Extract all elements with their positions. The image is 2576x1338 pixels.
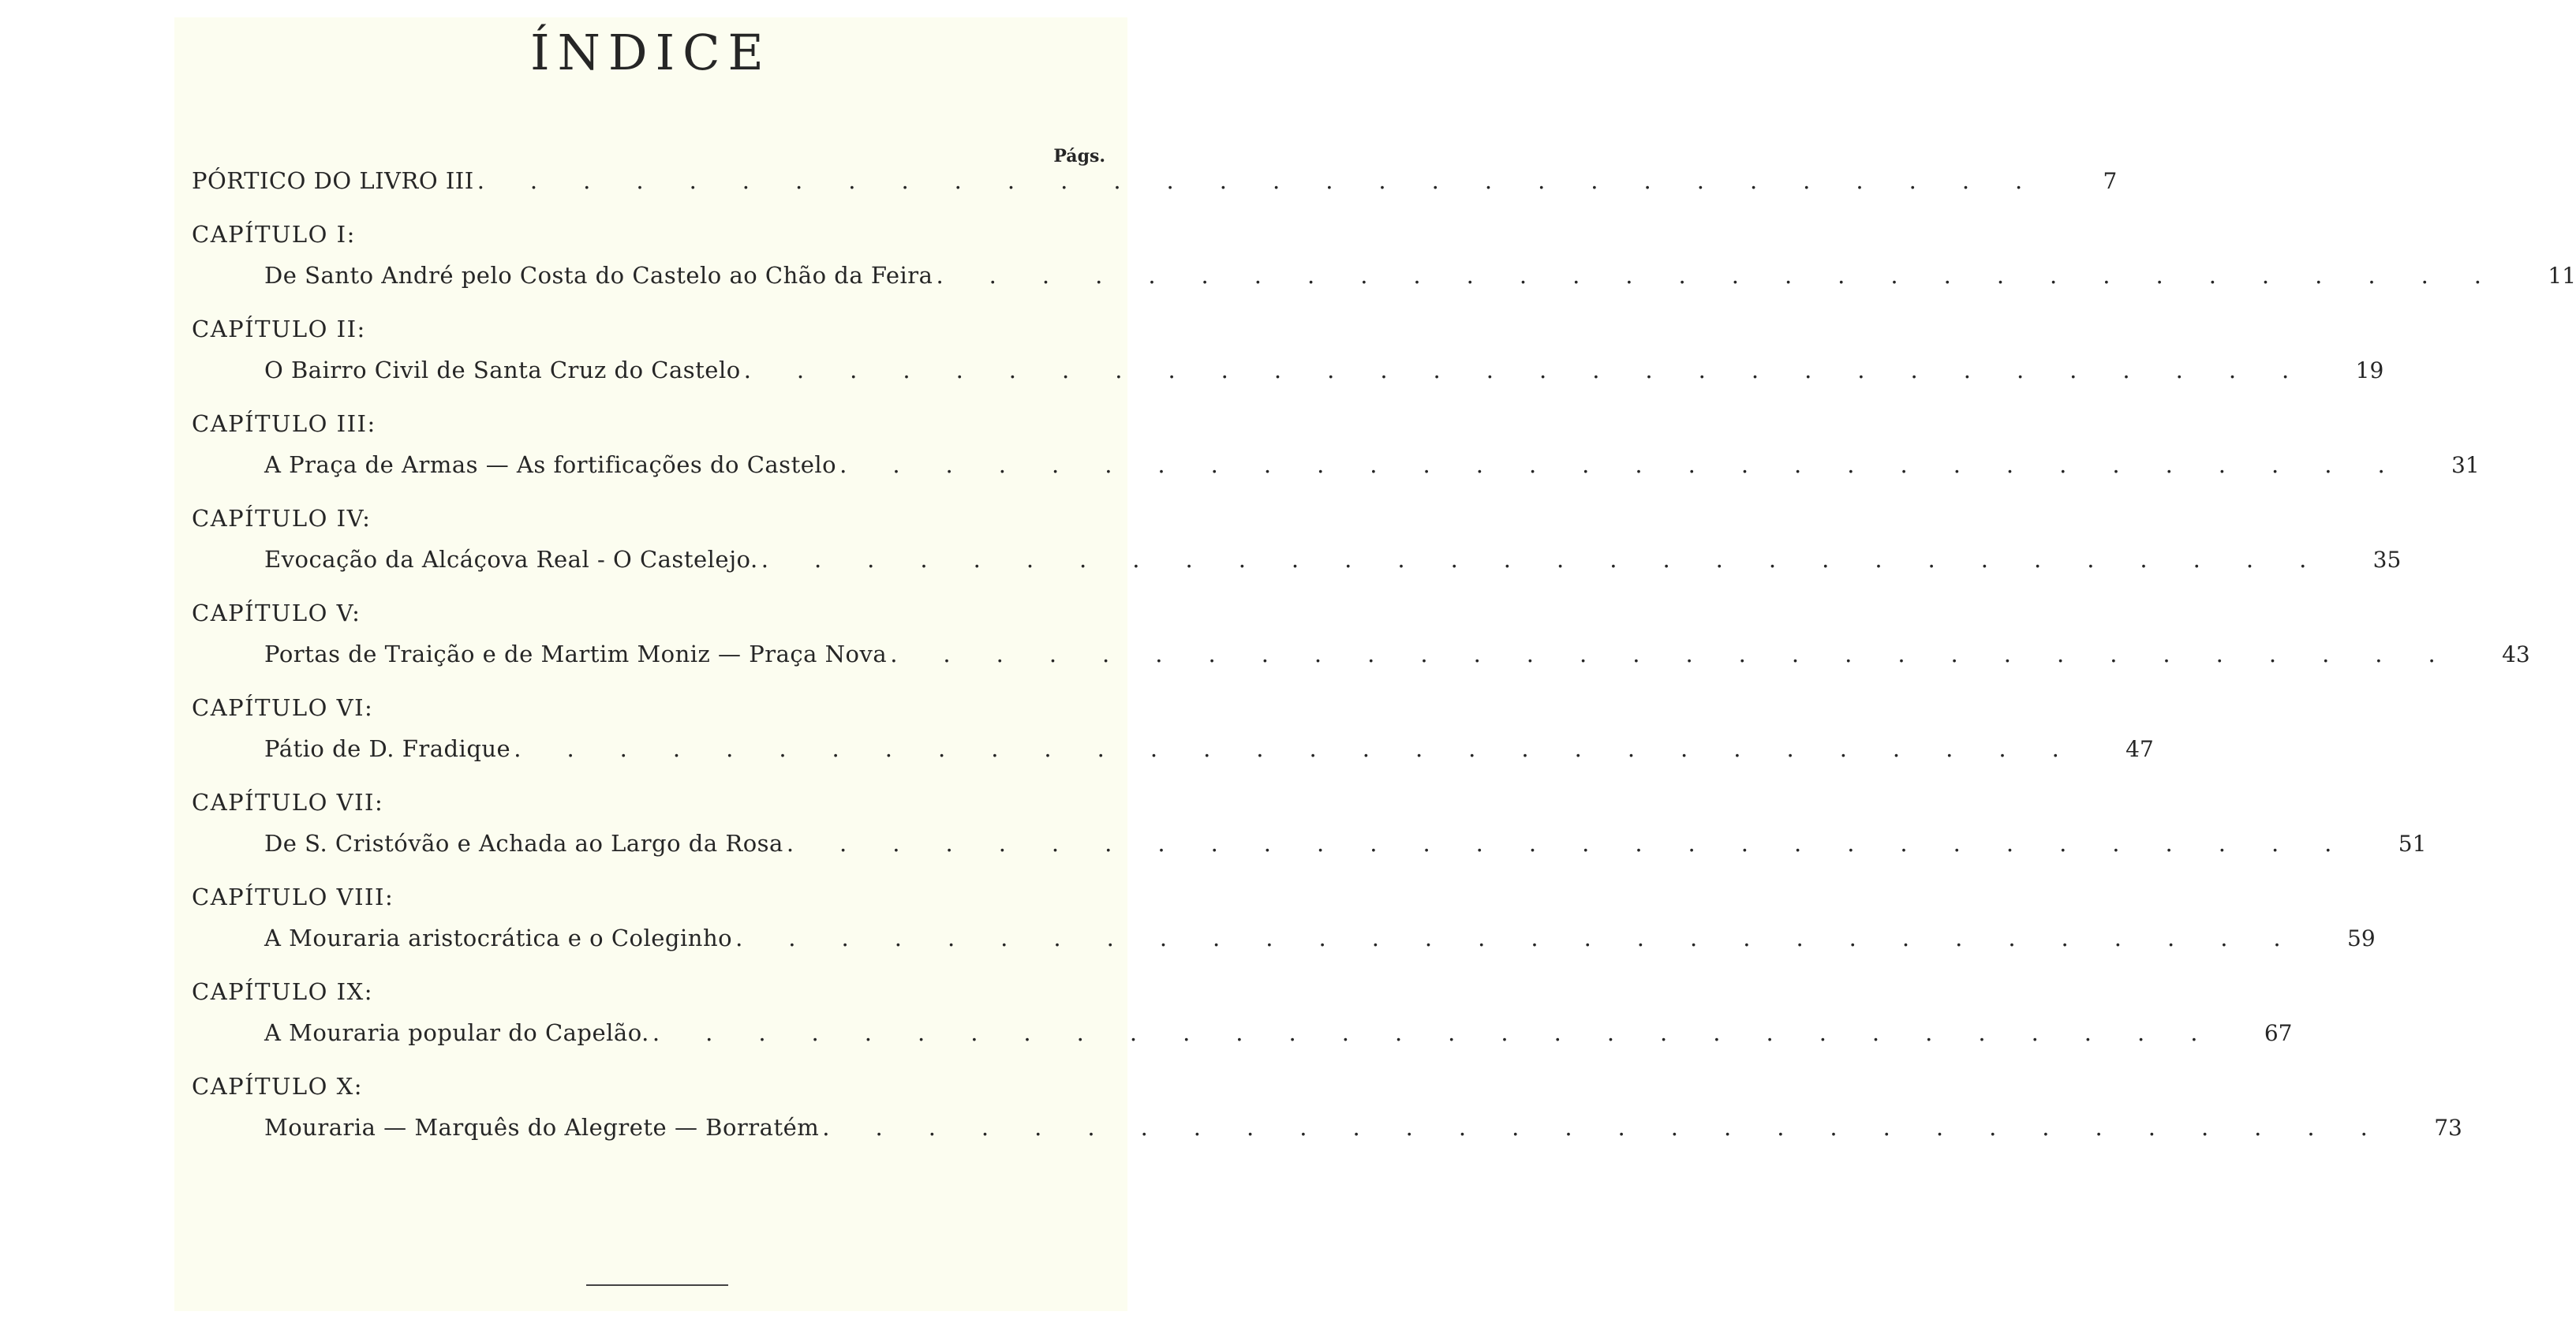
toc-entry-title: De S. Cristóvão e Achada ao Largo da Rosa bbox=[264, 830, 783, 857]
toc-entry-row bbox=[264, 546, 2402, 577]
leader-dots: . . . . . . . . . . . . . . . . . . . . . . . . . . . . . . bbox=[936, 262, 2528, 289]
toc-page-number: 31 bbox=[2451, 452, 2480, 478]
pages-column-header: Págs. bbox=[1053, 146, 1105, 166]
leader-dots: . . . . . . . . . . . . . . . . . . . . . . . . . . . . . . bbox=[839, 451, 2431, 478]
toc-entry-title: A Mouraria aristocrática e o Coleginho bbox=[264, 925, 733, 951]
chapter-heading: CAPÍTULO VI: bbox=[192, 694, 374, 721]
leader-dots: . . . . . . . . . . . . . . . . . . . . . . . . . . . . . . bbox=[890, 641, 2481, 667]
toc-prologue-label: PÓRTICO DO LIVRO III bbox=[192, 167, 474, 194]
toc-entry-title: Evocação da Alcáçova Real - O Castelejo. bbox=[264, 546, 758, 573]
toc-entry-title: A Mouraria popular do Capelão. bbox=[264, 1019, 649, 1046]
toc-entry-title: A Praça de Armas — As fortificações do Castelo bbox=[264, 451, 837, 478]
toc-page-number: 19 bbox=[2355, 357, 2384, 383]
leader-dots: . . . . . . . . . . . . . . . . . . . . . . . . . . . . . . bbox=[822, 1114, 2413, 1141]
leader-dots: . . . . . . . . . . . . . . . . . . . . . . . . . . . . . . bbox=[743, 357, 2335, 383]
chapter-heading: CAPÍTULO III: bbox=[192, 410, 376, 437]
toc-page-number: 43 bbox=[2502, 641, 2530, 667]
toc-entry-row bbox=[264, 357, 2384, 388]
toc-page-number: 7 bbox=[2103, 168, 2118, 194]
toc-entry-title: Portas de Traição e de Martim Moniz — Praça Nova bbox=[264, 641, 888, 667]
toc-entry-row bbox=[264, 451, 2480, 483]
toc-entry-row bbox=[264, 1019, 2293, 1051]
toc-entry-row bbox=[264, 641, 2530, 672]
toc-entry-row bbox=[264, 735, 2154, 767]
toc-entry-row bbox=[264, 925, 2376, 956]
closing-rule bbox=[586, 1284, 728, 1286]
toc-prologue-row bbox=[192, 167, 2118, 199]
toc-page-number: 11 bbox=[2548, 263, 2576, 289]
leader-dots: . . . . . . . . . . . . . . . . . . . . . . . . . . . . . . bbox=[652, 1019, 2244, 1046]
chapter-heading: CAPÍTULO VIII: bbox=[192, 884, 394, 910]
toc-entry-row bbox=[264, 262, 2576, 293]
toc-page-number: 35 bbox=[2372, 547, 2402, 573]
chapter-heading: CAPÍTULO VII: bbox=[192, 789, 384, 816]
toc-entry-title: De Santo André pelo Costa do Castelo ao Chão da Feira bbox=[264, 262, 933, 289]
chapter-heading: CAPÍTULO I: bbox=[192, 221, 356, 248]
leader-dots: . . . . . . . . . . . . . . . . . . . . . . . . . . . . . . bbox=[735, 925, 2327, 951]
chapter-heading: CAPÍTULO II: bbox=[192, 316, 366, 342]
toc-entry-row bbox=[264, 830, 2427, 861]
chapter-heading: CAPÍTULO IX: bbox=[192, 978, 374, 1005]
index-title: ÍNDICE bbox=[530, 24, 772, 81]
toc-entry-title: O Bairro Civil de Santa Cruz do Castelo bbox=[264, 357, 741, 383]
book-page bbox=[174, 17, 2576, 1311]
leader-dots: . . . . . . . . . . . . . . . . . . . . . . . . . . . . . . bbox=[786, 830, 2378, 857]
toc-page-number: 47 bbox=[2125, 736, 2154, 762]
toc-page-number: 73 bbox=[2434, 1115, 2462, 1141]
leader-dots: . . . . . . . . . . . . . . . . . . . . . . . . . . . . . . bbox=[514, 735, 2105, 762]
toc-page-number: 59 bbox=[2347, 925, 2376, 951]
chapter-heading: CAPÍTULO X: bbox=[192, 1073, 364, 1100]
toc-entry-row bbox=[264, 1114, 2462, 1146]
toc-page-number: 51 bbox=[2398, 831, 2427, 857]
toc-page-number: 67 bbox=[2264, 1020, 2293, 1046]
toc-entry-title: Pátio de D. Fradique bbox=[264, 735, 511, 762]
leader-dots: . . . . . . . . . . . . . . . . . . . . . . . . . . . . . . bbox=[761, 546, 2353, 573]
toc-entry-title: Mouraria — Marquês do Alegrete — Borratém bbox=[264, 1114, 820, 1141]
chapter-heading: CAPÍTULO IV: bbox=[192, 505, 372, 532]
leader-dots: . . . . . . . . . . . . . . . . . . . . . . . . . . . . . . bbox=[477, 167, 2069, 194]
chapter-heading: CAPÍTULO V: bbox=[192, 600, 361, 626]
